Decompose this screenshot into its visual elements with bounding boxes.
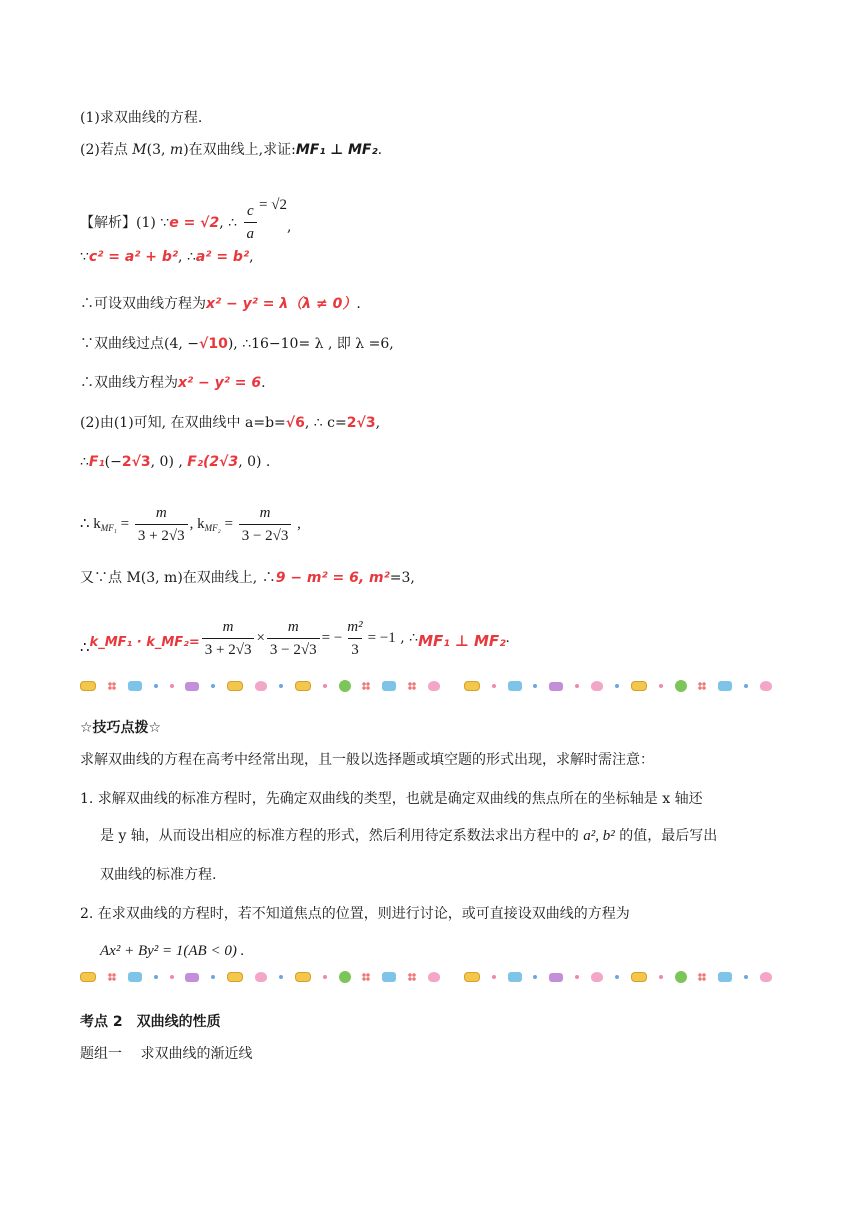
solution-line-10: ∴k_MF₁ · k_MF₂= $\frac{m}{3 + 2√3}$ × $\frac{m}{3 - 2√3}$ = − $\frac{\text{m²}}{3}$ = −1 , ∴MF₁ ⊥ MF₂. bbox=[80, 619, 510, 658]
solution-line-2: ∵c² = a² + b², ∴a² = b², bbox=[80, 249, 254, 265]
question-part2: (2)若点 M(3, m)在双曲线上,求证:MF₁ ⊥ MF₂. bbox=[80, 142, 383, 158]
solution-label: 【解析】 bbox=[80, 215, 136, 231]
solution-line-4: ∵双曲线过点(4, −√10), ∴16−10= λ , 即 λ =6, bbox=[80, 336, 394, 352]
solution-line-6: (2)由(1)可知, 在双曲线中 a=b=√6, ∴ c=2√3, bbox=[80, 415, 381, 431]
solution-line-8: ∴ $k_{MF_1}$ = $\frac{m}{3 + 2√3}$ , $k_{MF_2}$ = $\frac{m}{3 - 2√3}$ , bbox=[80, 505, 301, 544]
solution-line-5: ∴双曲线方程为x² − y² = 6. bbox=[80, 375, 266, 391]
solution-line-3: ∴可设双曲线方程为x² − y² = λ（λ ≠ 0）. bbox=[80, 296, 361, 312]
tips-item-1-cont: 是 y 轴，从而设出相应的标准方程的形式，然后利用待定系数法求出方程中的 a², b² 的值，最后写出 bbox=[100, 828, 718, 844]
tips-heading: ☆技巧点拨☆ bbox=[80, 720, 162, 736]
decorative-divider bbox=[80, 675, 772, 697]
solution-line-1: 【解析】(1) ∵e = √2, ∴ $\frac{c}{a}$ = √2, bbox=[80, 197, 292, 242]
section-title: 考点 2 双曲线的性质 bbox=[80, 1014, 221, 1030]
question-part1: (1)求双曲线的方程. bbox=[80, 110, 203, 126]
tips-item-1: 1. 求解双曲线的标准方程时，先确定双曲线的类型，也就是确定双曲线的焦点所在的坐标轴是 x 轴还 bbox=[80, 791, 703, 807]
decorative-divider bbox=[80, 966, 772, 988]
solution-line-9: 又∵点 M(3, m)在双曲线上, ∴9 − m² = 6, m²=3, bbox=[80, 570, 415, 586]
section-subtitle: 题组一 求双曲线的渐近线 bbox=[80, 1046, 253, 1062]
tips-item-2: 2. 在求双曲线的方程时，若不知道焦点的位置，则进行讨论，或可直接设双曲线的方程为 bbox=[80, 906, 630, 922]
solution-line-7: ∴F₁(−2√3, 0) , F₂(2√3, 0) . bbox=[80, 454, 271, 470]
tips-item-1-end: 双曲线的标准方程. bbox=[100, 867, 217, 883]
tips-intro: 求解双曲线的方程在高考中经常出现，且一般以选择题或填空题的形式出现，求解时需注意： bbox=[80, 752, 654, 768]
tips-item-2-formula: Ax² + By² = 1(AB < 0) . bbox=[100, 943, 245, 959]
fraction-c-over-a: $\frac{c}{a}$ bbox=[244, 201, 258, 244]
